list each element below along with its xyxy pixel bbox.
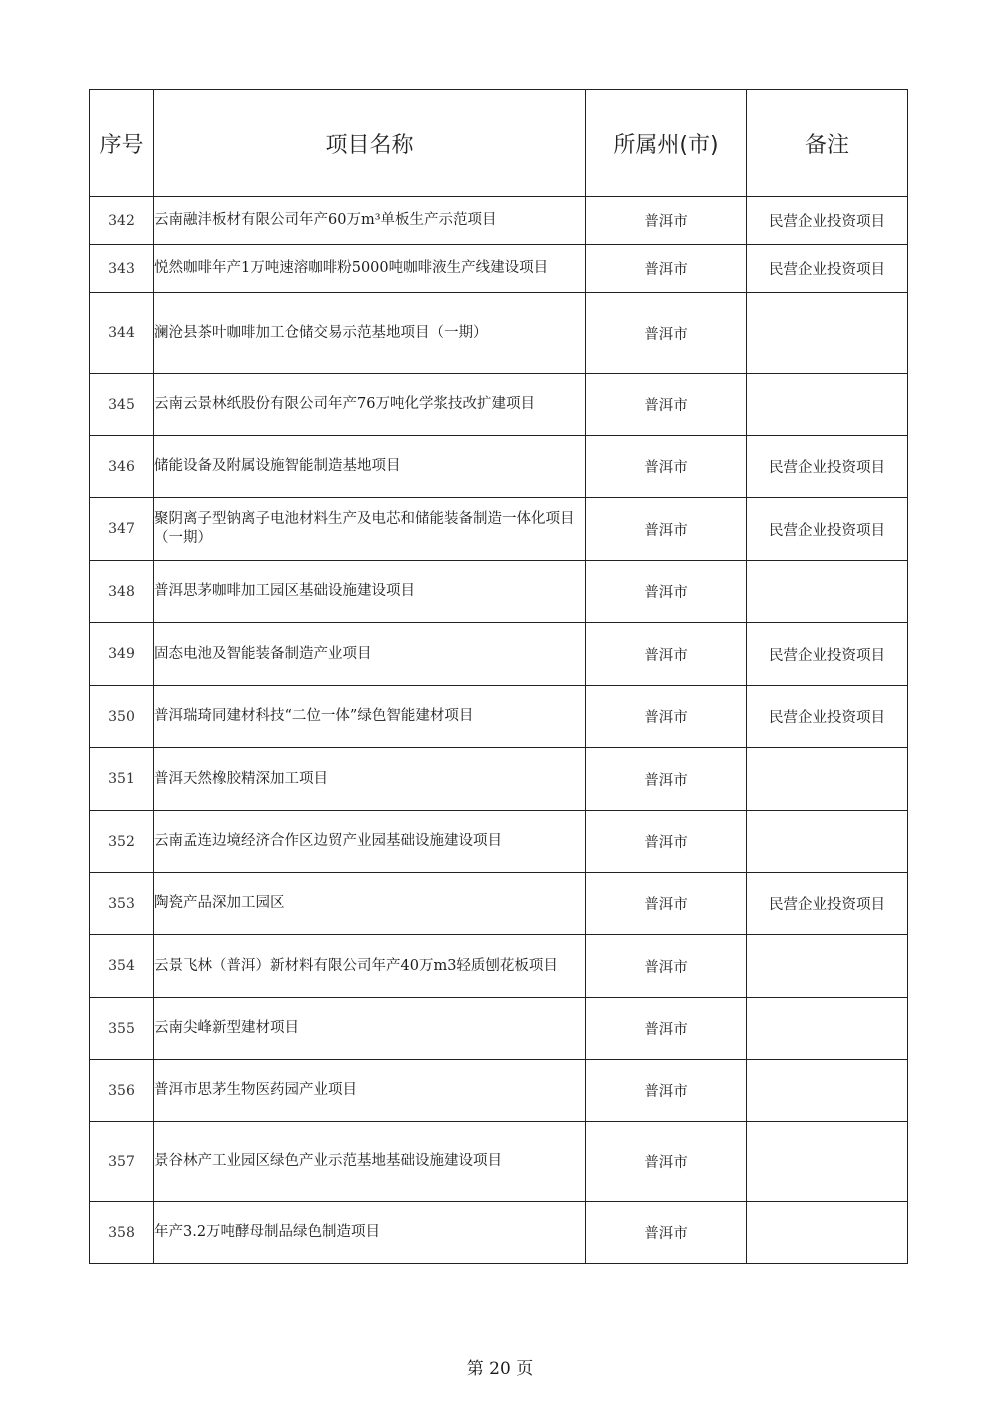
project-name-cell: 景谷林产工业园区绿色产业示范基地基础设施建设项目 bbox=[154, 1122, 586, 1202]
prefecture-city-cell: 普洱市 bbox=[586, 1060, 747, 1122]
project-name-cell: 云南云景林纸股份有限公司年产76万吨化学浆技改扩建项目 bbox=[154, 374, 586, 436]
header-remarks: 备注 bbox=[747, 90, 908, 197]
table-row bbox=[90, 623, 908, 686]
table-row bbox=[90, 811, 908, 873]
project-name-cell: 普洱天然橡胶精深加工项目 bbox=[154, 748, 586, 811]
table-row bbox=[90, 686, 908, 748]
remarks-cell: 民营企业投资项目 bbox=[747, 197, 908, 245]
serial-number-cell: 354 bbox=[90, 935, 154, 998]
remarks-cell: 民营企业投资项目 bbox=[747, 498, 908, 561]
prefecture-city-cell: 普洱市 bbox=[586, 436, 747, 498]
serial-number-cell: 348 bbox=[90, 561, 154, 623]
prefecture-city-cell: 普洱市 bbox=[586, 873, 747, 935]
table-row bbox=[90, 293, 908, 374]
project-name-cell: 云南尖峰新型建材项目 bbox=[154, 998, 586, 1060]
remarks-cell bbox=[747, 1202, 908, 1264]
remarks-cell bbox=[747, 811, 908, 873]
table-row bbox=[90, 374, 908, 436]
page-number: 第 20 页 bbox=[466, 1359, 534, 1379]
table-row bbox=[90, 197, 908, 245]
header-serial-number: 序号 bbox=[90, 90, 154, 197]
serial-number-cell: 346 bbox=[90, 436, 154, 498]
remarks-cell bbox=[747, 748, 908, 811]
prefecture-city-cell: 普洱市 bbox=[586, 1122, 747, 1202]
remarks-cell bbox=[747, 935, 908, 998]
prefecture-city-cell: 普洱市 bbox=[586, 748, 747, 811]
project-name-cell: 云景飞林（普洱）新材料有限公司年产40万m3轻质刨花板项目 bbox=[154, 935, 586, 998]
serial-number-cell: 352 bbox=[90, 811, 154, 873]
prefecture-city-cell: 普洱市 bbox=[586, 935, 747, 998]
remarks-cell: 民营企业投资项目 bbox=[747, 436, 908, 498]
header-prefecture-city: 所属州(市) bbox=[586, 90, 747, 197]
table-header-row bbox=[90, 90, 908, 197]
table-row bbox=[90, 998, 908, 1060]
remarks-cell bbox=[747, 998, 908, 1060]
serial-number-cell: 349 bbox=[90, 623, 154, 686]
prefecture-city-cell: 普洱市 bbox=[586, 623, 747, 686]
serial-number-cell: 353 bbox=[90, 873, 154, 935]
serial-number-cell: 350 bbox=[90, 686, 154, 748]
table-row bbox=[90, 436, 908, 498]
serial-number-cell: 351 bbox=[90, 748, 154, 811]
serial-number-cell: 347 bbox=[90, 498, 154, 561]
project-name-cell: 普洱瑞琦同建材科技“二位一体”绿色智能建材项目 bbox=[154, 686, 586, 748]
prefecture-city-cell: 普洱市 bbox=[586, 197, 747, 245]
prefecture-city-cell: 普洱市 bbox=[586, 998, 747, 1060]
project-name-cell: 普洱思茅咖啡加工园区基础设施建设项目 bbox=[154, 561, 586, 623]
remarks-cell: 民营企业投资项目 bbox=[747, 623, 908, 686]
table-row bbox=[90, 1122, 908, 1202]
project-name-cell: 普洱市思茅生物医药园产业项目 bbox=[154, 1060, 586, 1122]
project-name-cell: 悦然咖啡年产1万吨速溶咖啡粉5000吨咖啡液生产线建设项目 bbox=[154, 245, 586, 293]
table-row bbox=[90, 1202, 908, 1264]
project-name-cell: 云南融沣板材有限公司年产60万m³单板生产示范项目 bbox=[154, 197, 586, 245]
table-row bbox=[90, 935, 908, 998]
prefecture-city-cell: 普洱市 bbox=[586, 293, 747, 374]
remarks-cell bbox=[747, 561, 908, 623]
project-name-cell: 储能设备及附属设施智能制造基地项目 bbox=[154, 436, 586, 498]
remarks-cell: 民营企业投资项目 bbox=[747, 245, 908, 293]
table-row bbox=[90, 748, 908, 811]
project-name-cell: 云南孟连边境经济合作区边贸产业园基础设施建设项目 bbox=[154, 811, 586, 873]
prefecture-city-cell: 普洱市 bbox=[586, 498, 747, 561]
project-name-cell: 固态电池及智能装备制造产业项目 bbox=[154, 623, 586, 686]
prefecture-city-cell: 普洱市 bbox=[586, 374, 747, 436]
serial-number-cell: 343 bbox=[90, 245, 154, 293]
serial-number-cell: 344 bbox=[90, 293, 154, 374]
prefecture-city-cell: 普洱市 bbox=[586, 811, 747, 873]
prefecture-city-cell: 普洱市 bbox=[586, 561, 747, 623]
project-name-cell: 澜沧县茶叶咖啡加工仓储交易示范基地项目（一期） bbox=[154, 293, 586, 374]
serial-number-cell: 342 bbox=[90, 197, 154, 245]
project-name-cell: 陶瓷产品深加工园区 bbox=[154, 873, 586, 935]
prefecture-city-cell: 普洱市 bbox=[586, 1202, 747, 1264]
remarks-cell: 民营企业投资项目 bbox=[747, 873, 908, 935]
table-row bbox=[90, 245, 908, 293]
serial-number-cell: 355 bbox=[90, 998, 154, 1060]
serial-number-cell: 345 bbox=[90, 374, 154, 436]
table-row bbox=[90, 873, 908, 935]
serial-number-cell: 357 bbox=[90, 1122, 154, 1202]
prefecture-city-cell: 普洱市 bbox=[586, 686, 747, 748]
remarks-cell bbox=[747, 293, 908, 374]
table-row bbox=[90, 561, 908, 623]
remarks-cell bbox=[747, 1060, 908, 1122]
project-table bbox=[89, 89, 908, 1264]
remarks-cell bbox=[747, 1122, 908, 1202]
prefecture-city-cell: 普洱市 bbox=[586, 245, 747, 293]
header-project-name: 项目名称 bbox=[154, 90, 586, 197]
table-body bbox=[90, 197, 908, 1264]
table-row bbox=[90, 1060, 908, 1122]
project-name-cell: 聚阴离子型钠离子电池材料生产及电芯和储能装备制造一体化项目（一期） bbox=[154, 498, 586, 561]
project-name-cell: 年产3.2万吨酵母制品绿色制造项目 bbox=[154, 1202, 586, 1264]
serial-number-cell: 356 bbox=[90, 1060, 154, 1122]
table-row bbox=[90, 498, 908, 561]
remarks-cell: 民营企业投资项目 bbox=[747, 686, 908, 748]
serial-number-cell: 358 bbox=[90, 1202, 154, 1264]
remarks-cell bbox=[747, 374, 908, 436]
